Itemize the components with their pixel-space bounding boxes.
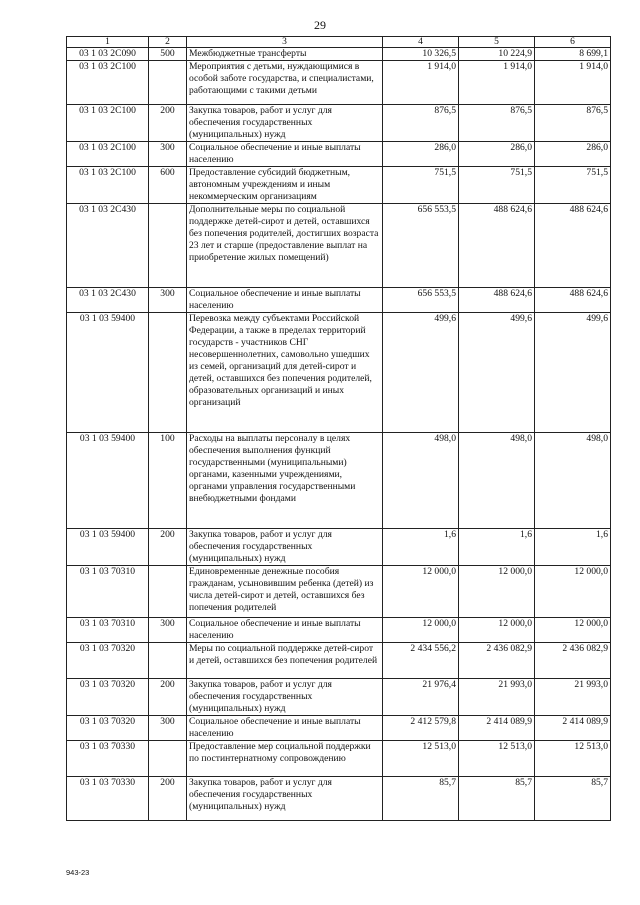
amount-col4-cell: 1,6 bbox=[383, 529, 459, 566]
amount-col5-cell: 10 224,9 bbox=[459, 48, 535, 61]
table-row bbox=[67, 105, 611, 142]
amount-col6-cell: 1 914,0 bbox=[535, 61, 611, 105]
table-row bbox=[67, 288, 611, 313]
description-cell: Предоставление субсидий бюджетным, автономным учреждениям и иным некоммерческим организациям bbox=[187, 167, 383, 204]
expense-type-cell bbox=[149, 566, 187, 618]
amount-col6-cell: 1,6 bbox=[535, 529, 611, 566]
amount-col4-cell: 12 513,0 bbox=[383, 741, 459, 777]
expense-type-cell: 100 bbox=[149, 433, 187, 529]
document-footer-code: 943-23 bbox=[66, 868, 90, 877]
table-row bbox=[67, 204, 611, 288]
table-row bbox=[67, 48, 611, 61]
amount-col4-cell: 85,7 bbox=[383, 777, 459, 821]
amount-col6-cell: 85,7 bbox=[535, 777, 611, 821]
amount-col5-cell: 498,0 bbox=[459, 433, 535, 529]
amount-col5-cell: 1 914,0 bbox=[459, 61, 535, 105]
amount-col4-cell: 499,6 bbox=[383, 313, 459, 433]
amount-col4-cell: 12 000,0 bbox=[383, 618, 459, 643]
column-header: 3 bbox=[187, 37, 383, 48]
amount-col4-cell: 21 976,4 bbox=[383, 679, 459, 716]
expense-type-cell: 200 bbox=[149, 105, 187, 142]
expense-type-cell: 200 bbox=[149, 529, 187, 566]
amount-col5-cell: 499,6 bbox=[459, 313, 535, 433]
kbk-code-cell: 03 1 03 70320 bbox=[67, 679, 149, 716]
table-row bbox=[67, 716, 611, 741]
amount-col5-cell: 1,6 bbox=[459, 529, 535, 566]
kbk-code-cell: 03 1 03 2С100 bbox=[67, 61, 149, 105]
amount-col6-cell: 8 699,1 bbox=[535, 48, 611, 61]
table-row bbox=[67, 643, 611, 679]
kbk-code-cell: 03 1 03 59400 bbox=[67, 529, 149, 566]
amount-col5-cell: 12 000,0 bbox=[459, 618, 535, 643]
amount-col4-cell: 751,5 bbox=[383, 167, 459, 204]
column-header: 1 bbox=[67, 37, 149, 48]
amount-col4-cell: 10 326,5 bbox=[383, 48, 459, 61]
column-header: 2 bbox=[149, 37, 187, 48]
description-cell: Межбюджетные трансферты bbox=[187, 48, 383, 61]
amount-col4-cell: 876,5 bbox=[383, 105, 459, 142]
expense-type-cell bbox=[149, 741, 187, 777]
kbk-code-cell: 03 1 03 2С090 bbox=[67, 48, 149, 61]
kbk-code-cell: 03 1 03 70320 bbox=[67, 643, 149, 679]
amount-col5-cell: 2 414 089,9 bbox=[459, 716, 535, 741]
amount-col6-cell: 12 513,0 bbox=[535, 741, 611, 777]
table-row bbox=[67, 433, 611, 529]
expense-type-cell: 500 bbox=[149, 48, 187, 61]
description-cell: Предоставление мер социальной поддержки по постинтернатному сопровождению bbox=[187, 741, 383, 777]
table-row bbox=[67, 741, 611, 777]
amount-col5-cell: 751,5 bbox=[459, 167, 535, 204]
kbk-code-cell: 03 1 03 70330 bbox=[67, 741, 149, 777]
description-cell: Перевозка между субъектами Российской Федерации, а также в пределах территорий государств - участников СНГ несовершеннолетних, самовольно ушедших из семей, организаций для детей-сирот и детей, оставшихся без попечения родителей, образовательных организаций и иных организаций bbox=[187, 313, 383, 433]
amount-col4-cell: 1 914,0 bbox=[383, 61, 459, 105]
amount-col5-cell: 12 000,0 bbox=[459, 566, 535, 618]
expense-type-cell bbox=[149, 61, 187, 105]
table-row bbox=[67, 61, 611, 105]
description-cell: Социальное обеспечение и иные выплаты населению bbox=[187, 716, 383, 741]
table-row bbox=[67, 777, 611, 821]
description-cell: Мероприятия с детьми, нуждающимися в особой заботе государства, и специалистами, работающими с такими детьми bbox=[187, 61, 383, 105]
description-cell: Социальное обеспечение и иные выплаты населению bbox=[187, 618, 383, 643]
kbk-code-cell: 03 1 03 59400 bbox=[67, 433, 149, 529]
description-cell: Закупка товаров, работ и услуг для обеспечения государственных (муниципальных) нужд bbox=[187, 105, 383, 142]
amount-col4-cell: 2 434 556,2 bbox=[383, 643, 459, 679]
expense-type-cell: 300 bbox=[149, 716, 187, 741]
table-row bbox=[67, 679, 611, 716]
description-cell: Социальное обеспечение и иные выплаты населению bbox=[187, 288, 383, 313]
amount-col4-cell: 498,0 bbox=[383, 433, 459, 529]
amount-col5-cell: 286,0 bbox=[459, 142, 535, 167]
amount-col5-cell: 488 624,6 bbox=[459, 204, 535, 288]
amount-col6-cell: 876,5 bbox=[535, 105, 611, 142]
column-number-row bbox=[67, 37, 611, 48]
amount-col5-cell: 21 993,0 bbox=[459, 679, 535, 716]
amount-col6-cell: 2 436 082,9 bbox=[535, 643, 611, 679]
column-header: 4 bbox=[383, 37, 459, 48]
amount-col6-cell: 488 624,6 bbox=[535, 288, 611, 313]
amount-col4-cell: 286,0 bbox=[383, 142, 459, 167]
description-cell: Закупка товаров, работ и услуг для обеспечения государственных (муниципальных) нужд bbox=[187, 777, 383, 821]
description-cell: Единовременные денежные пособия гражданам, усыновившим ребенка (детей) из числа детей-сирот и детей, оставшихся без попечения родителей bbox=[187, 566, 383, 618]
amount-col4-cell: 656 553,5 bbox=[383, 288, 459, 313]
kbk-code-cell: 03 1 03 70320 bbox=[67, 716, 149, 741]
description-cell: Закупка товаров, работ и услуг для обеспечения государственных (муниципальных) нужд bbox=[187, 679, 383, 716]
description-cell: Меры по социальной поддержке детей-сирот и детей, оставшихся без попечения родителей bbox=[187, 643, 383, 679]
amount-col6-cell: 498,0 bbox=[535, 433, 611, 529]
column-header: 6 bbox=[535, 37, 611, 48]
amount-col6-cell: 286,0 bbox=[535, 142, 611, 167]
description-cell: Расходы на выплаты персоналу в целях обеспечения выполнения функций государственными (муниципальными) органами, казенными учреждениями, органами управления государственными внебюджетными фондами bbox=[187, 433, 383, 529]
table-row bbox=[67, 313, 611, 433]
amount-col5-cell: 12 513,0 bbox=[459, 741, 535, 777]
amount-col5-cell: 2 436 082,9 bbox=[459, 643, 535, 679]
kbk-code-cell: 03 1 03 70330 bbox=[67, 777, 149, 821]
amount-col6-cell: 21 993,0 bbox=[535, 679, 611, 716]
table-row bbox=[67, 142, 611, 167]
kbk-code-cell: 03 1 03 2С430 bbox=[67, 288, 149, 313]
kbk-code-cell: 03 1 03 2С430 bbox=[67, 204, 149, 288]
table-row bbox=[67, 529, 611, 566]
table-row bbox=[67, 566, 611, 618]
kbk-code-cell: 03 1 03 70310 bbox=[67, 566, 149, 618]
amount-col6-cell: 751,5 bbox=[535, 167, 611, 204]
budget-table bbox=[66, 36, 611, 821]
amount-col6-cell: 2 414 089,9 bbox=[535, 716, 611, 741]
amount-col6-cell: 499,6 bbox=[535, 313, 611, 433]
amount-col6-cell: 12 000,0 bbox=[535, 566, 611, 618]
amount-col5-cell: 488 624,6 bbox=[459, 288, 535, 313]
table-row bbox=[67, 167, 611, 204]
expense-type-cell: 300 bbox=[149, 288, 187, 313]
amount-col4-cell: 12 000,0 bbox=[383, 566, 459, 618]
amount-col6-cell: 488 624,6 bbox=[535, 204, 611, 288]
kbk-code-cell: 03 1 03 59400 bbox=[67, 313, 149, 433]
expense-type-cell: 300 bbox=[149, 142, 187, 167]
amount-col4-cell: 656 553,5 bbox=[383, 204, 459, 288]
expense-type-cell bbox=[149, 313, 187, 433]
kbk-code-cell: 03 1 03 2С100 bbox=[67, 167, 149, 204]
kbk-code-cell: 03 1 03 70310 bbox=[67, 618, 149, 643]
expense-type-cell bbox=[149, 204, 187, 288]
amount-col6-cell: 12 000,0 bbox=[535, 618, 611, 643]
page-number: 29 bbox=[314, 18, 326, 32]
kbk-code-cell: 03 1 03 2С100 bbox=[67, 105, 149, 142]
amount-col5-cell: 876,5 bbox=[459, 105, 535, 142]
description-cell: Дополнительные меры по социальной поддержке детей-сирот и детей, оставшихся без попечения родителей, достигших возраста 23 лет и старше (предоставление выплат на приобретение жилых помещений) bbox=[187, 204, 383, 288]
expense-type-cell: 200 bbox=[149, 679, 187, 716]
kbk-code-cell: 03 1 03 2С100 bbox=[67, 142, 149, 167]
amount-col4-cell: 2 412 579,8 bbox=[383, 716, 459, 741]
expense-type-cell: 300 bbox=[149, 618, 187, 643]
expense-type-cell bbox=[149, 643, 187, 679]
expense-type-cell: 600 bbox=[149, 167, 187, 204]
amount-col5-cell: 85,7 bbox=[459, 777, 535, 821]
table-row bbox=[67, 618, 611, 643]
column-header: 5 bbox=[459, 37, 535, 48]
description-cell: Закупка товаров, работ и услуг для обеспечения государственных (муниципальных) нужд bbox=[187, 529, 383, 566]
description-cell: Социальное обеспечение и иные выплаты населению bbox=[187, 142, 383, 167]
expense-type-cell: 200 bbox=[149, 777, 187, 821]
